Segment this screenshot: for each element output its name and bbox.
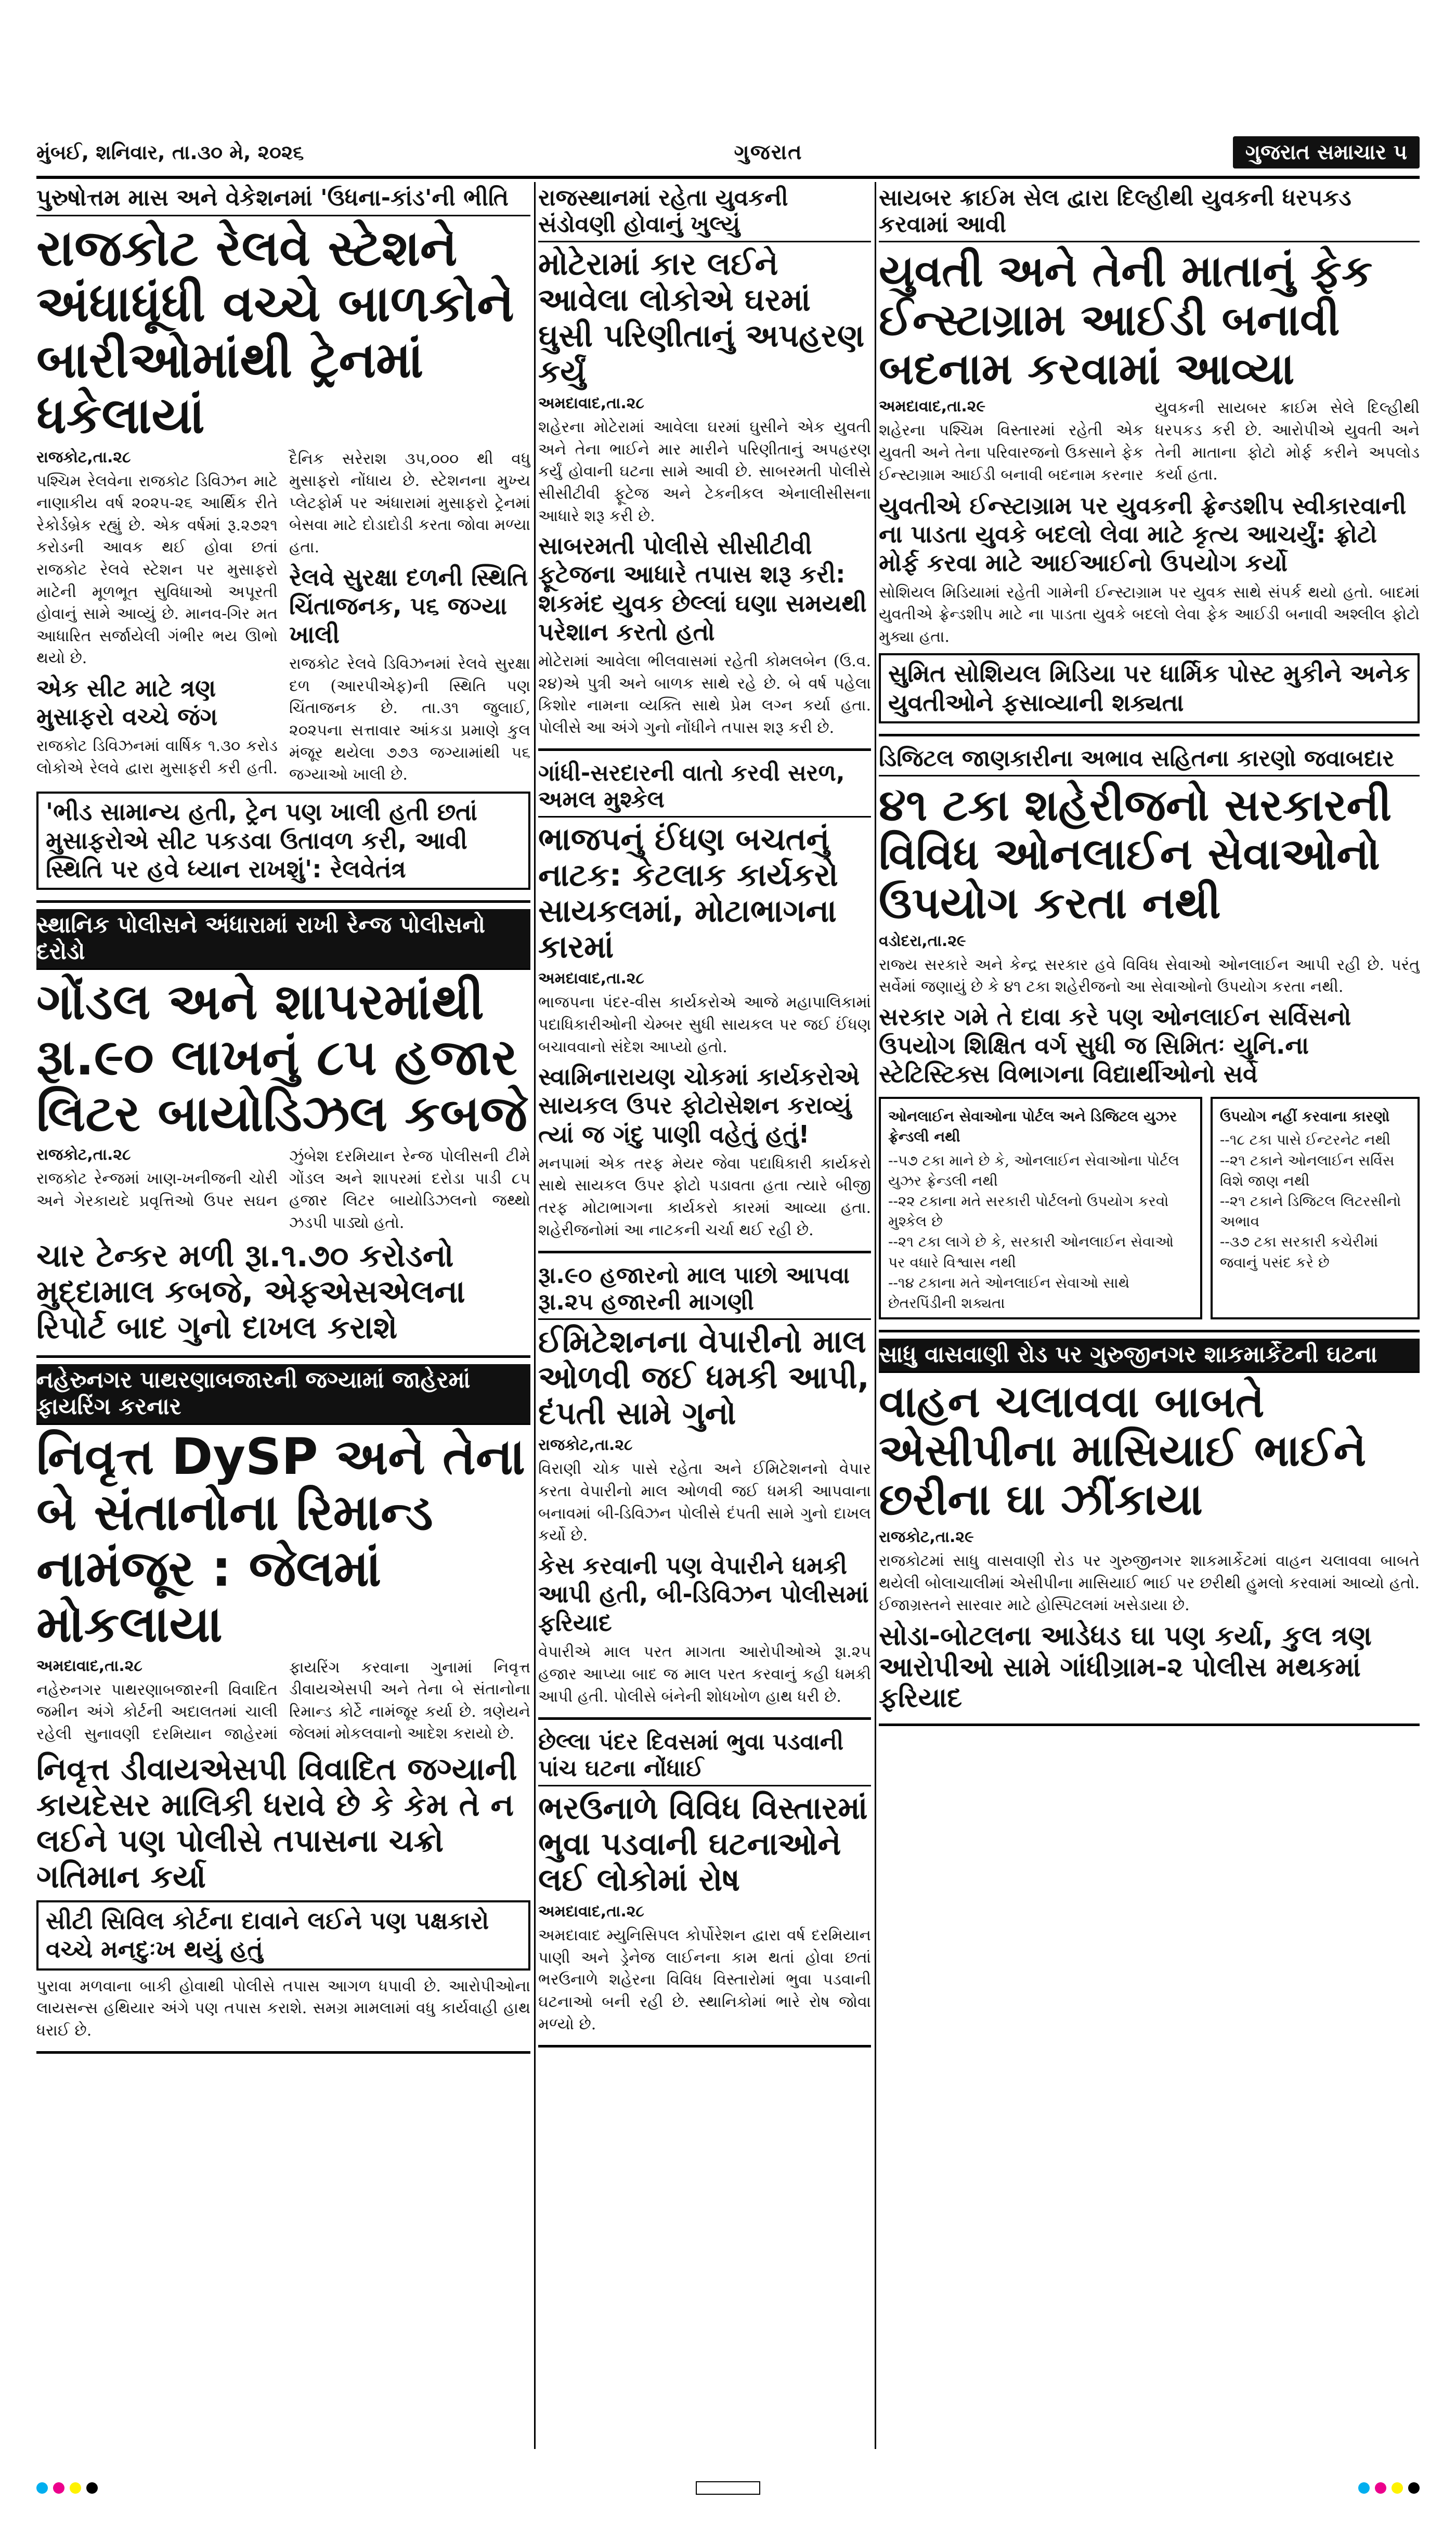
list-item: --૩૭ ટકા સરકારી કચેરીમાં જવાનું પસંદ કરે છે [1219, 1233, 1379, 1271]
story-headline: રાજકોટ રેલવે સ્ટેશને અંધાધૂંધી વચ્ચે બાળકોને બારીઓમાંથી ટ્રેનમાં ધકેલાયાં [36, 218, 514, 445]
subhead: સોડા-બોટલના આડેધડ ઘા પણ કર્યા, કુલ ત્રણ આરોપીઓ સામે ગાંધીગ્રામ-૨ પોલીસ મથકમાં ફરિયાદ [879, 1620, 1372, 1714]
story-body: રાજકોટ ડિવિઝનમાં વાર્ષિક ૧.૩૦ કરોડ લોકોએ રેલવે દ્વારા મુસાફરી કરી હતી. દૈનિક સરેરાશ ૩૫,૦૦૦ થી વધુ મુસાફરો નોંધાય છે. સ્ટેશનના મુખ્ય પ્લેટફોર્મ પર અંધારામાં મુસાફરો ટ્રેનમાં બેસવા માટે દોડાદોડી કરતા જોવા મળ્યા હતા. [36, 449, 530, 777]
story-headline: ભરઉનાળે વિવિધ વિસ્તારમાં ભુવા પડવાની ઘટનાઓને લઈ લોકોમાં રોષ [538, 1790, 868, 1899]
story-kicker: છેલ્લા પંદર દિવસમાં ભુવા પડવાની પાંચ ઘટના નોંધાઈ [538, 1726, 871, 1786]
dateline: અમદાવાદ,તા.૨૮ [538, 969, 644, 988]
story-online-services [879, 743, 1420, 1332]
section-title: ગુજરાત [734, 140, 803, 164]
story-motera-kidnap [538, 182, 871, 751]
subhead: સ્વામિનારાયણ ચોકમાં કાર્યકરોએ સાયકલ ઉપર ફોટોસેશન કરાવ્યું ત્યાં જ ગંદુ પાણી વહેતું હતું! [538, 1062, 860, 1148]
story-body: રાજકોટ રેલવે ડિવિઝનમાં રેલવે સુરક્ષા દળ (આરપીએફ)ની સ્થિતિ પણ ચિંતાજનક છે. તા.૩૧ જુલાઈ, ૨૦૨૫ના સત્તાવાર આંકડા પ્રમાણે કુલ મંજૂર થયેલા ૭૭૩ જગ્યામાંથી ૫૬ જગ્યાઓ ખાલી છે. [289, 655, 530, 784]
dateline: અમદાવાદ,તા.૨૯ [879, 397, 986, 416]
story-imitation-trader [538, 1260, 871, 1720]
column-right [879, 182, 1420, 2449]
list-item: --૧૪ ટકાના મતે ઓનલાઈન સેવાઓ સાથે છેતરપિંડીની શક્યતા [888, 1274, 1130, 1312]
dateline: રાજકોટ,તા.૨૯ [879, 1528, 974, 1546]
black-dot [86, 2482, 98, 2494]
dateline: અમદાવાદ,તા.૨૮ [36, 1656, 142, 1675]
story-kicker: પુરુષોત્તમ માસ અને વેકેશનમાં 'ઉધના-કાંડ'ની ભીતિ [36, 182, 530, 216]
subhead: યુવતીએ ઈન્સ્ટાગ્રામ પર યુવકની ફ્રેન્ડશીપ સ્વીકારવાની ના પાડતા યુવકે બદલો લેવા માટે કૃત્ય આચર્યું: ફ્રોટો મોર્ફ કરવા માટે આઈઆઈનો ઉપયોગ કર્યો [879, 491, 1407, 577]
story-body: શહેરના મોટેરામાં આવેલા ઘરમાં ઘુસીને એક યુવતી અને તેના ભાઈને માર મારીને પરિણીતાનું અપહરણ કર્યું હોવાની ઘટના સામે આવી છે. સાબરમતી પોલીસે સીસીટીવી ફૂટેજ અને ટેકનીકલ એનાલીસીસના આધારે શરૂ કરી છે. [538, 418, 871, 525]
story-headline: વાહન ચલાવવા બાબતે એસીપીના માસિયાઈ ભાઈને છરીના ઘા ઝીંકાયા [879, 1376, 1367, 1525]
subhead: રેલવે સુરક્ષા દળની સ્થિતિ ચિંતાજનક, ૫૬ જગ્યા ખાલી [289, 563, 528, 649]
story-body: પુરાવા મળવાના બાકી હોવાથી પોલીસે તપાસ આગળ ધપાવી છે. આરોપીઓના લાયસન્સ હથિયાર અંગે પણ તપાસ કરાશે. સમગ્ર મામલામાં વધુ કાર્યવાહી હાથ ધરાઈ છે. [36, 1977, 530, 2040]
issue-date: મુંબઈ, શનિવાર, તા.૩૦ મે, ૨૦૨૬ [36, 140, 304, 164]
story-headline: ગોંડલ અને શાપરમાંથી રૂા.૯૦ લાખનું ૮૫ હજાર લિટર બાયોડિઝલ કબજે [36, 972, 528, 1143]
subhead: નિવૃત્ત ડીવાયએસપી વિવાદિત જગ્યાની કાયદેસર માલિકી ધરાવે છે કે કેમ તે ન લઈને પણ પોલીસે તપાસના ચક્રો ગતિમાન કર્યા [36, 1751, 517, 1896]
list-item: --૨૧ ટકાને ડિજિટલ લિટરસીનો અભાવ [1219, 1193, 1401, 1230]
story-body: રાજ્ય સરકારે અને કેન્દ્ર સરકાર હવે વિવિધ સેવાઓ ઓનલાઈન આપી રહી છે. પરંતુ સર્વેમાં જણાયું છે કે ૪૧ ટકા શહેરીજનો આ સેવાઓનો ઉપયોગ કરતા નથી. [879, 955, 1420, 996]
subhead: કેસ કરવાની પણ વેપારીને ધમકી આપી હતી, બી-ડિવિઝન પોલીસમાં ફરિયાદ [538, 1551, 869, 1637]
survey-findings-box [879, 1097, 1202, 1319]
subhead: ચાર ટેન્કર મળી રૂા.૧.૭૦ કરોડનો મુદ્દામાલ કબજે, એફએસએલના રિપોર્ટ બાદ ગુનો દાખલ કરાશે [36, 1238, 465, 1346]
story-body: અમદાવાદ મ્યુનિસિપલ કોર્પોરેશન દ્વારા વર્ષ દરમિયાન પાણી અને ડ્રેનેજ લાઈનના કામ થતાં હોવા છતાં ભરઉનાળે શહેરના વિવિધ વિસ્તારોમાં ભુવા પડવાની ઘટનાઓ બની રહી છે. સ્થાનિકોમાં ભારે રોષ જોવા મળ્યો છે. [538, 1926, 871, 2033]
list-item: --૨૨ ટકાના મતે સરકારી પોર્ટલનો ઉપયોગ કરવો મુશ્કેલ છે [888, 1193, 1169, 1230]
info-box: સીટી સિવિલ કોર્ટના દાવાને લઈને પણ પક્ષકારો વચ્ચે મનદુઃખ થયું હતું [36, 1900, 530, 1970]
reasons-box [1211, 1097, 1420, 1319]
page-header [36, 129, 1420, 176]
story-rajkot-station [36, 182, 530, 903]
story-acp-cousin-attack [879, 1339, 1420, 1726]
story-kicker: રાજસ્થાનમાં રહેતા યુવકની સંડોવણી હોવાનું ખુલ્યું [538, 182, 871, 242]
story-kicker: સ્થાનિક પોલીસને અંધારામાં રાખી રેન્જ પોલીસનો દરોડો [36, 909, 530, 969]
yellow-dot [70, 2482, 81, 2494]
subhead: એક સીટ માટે ત્રણ મુસાફરો વચ્ચે જંગ [36, 674, 218, 731]
dateline: રાજકોટ,તા.૨૮ [538, 1436, 633, 1455]
registration-dots-right [1358, 2482, 1420, 2494]
story-body: સોશિયલ મિડિયામાં રહેતી ગામેની ઈન્સ્ટાગ્રામ પર યુવક સાથે સંપર્ક થયો હતો. બાદમાં યુવતીએ ફ્રેન્ડશીપ માટે ના પાડતા યુવકે બદલો લેવા ફેક આઈડી બનાવી અશ્લીલ ફોટો મુક્યા હતા. [879, 583, 1420, 646]
list-item: --૫૭ ટકા માને છે કે, ઓનલાઈન સેવાઓના પોર્ટલ યુઝર ફ્રેન્ડલી નથી [888, 1151, 1179, 1189]
column-divider [875, 182, 876, 2449]
story-kicker: ડિજિટલ જાણકારીના અભાવ સહિતના કારણો જવાબદાર [879, 743, 1420, 777]
story-kicker: ગાંધી-સરદારની વાતો કરવી સરળ, અમલ મુશ્કેલ [538, 757, 871, 818]
cyan-dot [36, 2482, 48, 2494]
dateline: રાજકોટ,તા.૨૮ [36, 448, 131, 466]
print-color-marks [36, 2480, 1420, 2496]
story-fake-instagram [879, 182, 1420, 736]
story-body: ભાજપના પંદર-વીસ કાર્યકરોએ આજે મહાપાલિકામાં પદાધિકારીઓની ચેમ્બર સુધી સાયકલ પર જઈ ઈંધણ બચાવવાનો સંદેશ આપ્યો હતો. [538, 993, 871, 1056]
dateline: વડોદરા,તા.૨૯ [879, 931, 966, 950]
magenta-dot [1375, 2482, 1386, 2494]
story-body: વિરાણી ચોક પાસે રહેતા અને ઈમિટેશનનો વેપાર કરતા વેપારીનો માલ ઓળવી જઈ ધમકી આપવાના બનાવમાં બી-ડિવિઝન પોલીસે દંપતી સામે ગુનો દાખલ કર્યો છે. [538, 1460, 871, 1545]
story-body: મનપામાં એક તરફ મેયર જેવા પદાધિકારી કાર્યકરો સાથે સાયકલ ઉપર ફોટો પડાવતા હતા ત્યારે બીજી તરફ મોટાભાગના કાર્યકરો કારમાં આવ્યા હતા. શહેરીજનોમાં આ નાટકની ચર્ચા થઈ રહી છે. [538, 1154, 871, 1239]
story-headline: યુવતી અને તેની માતાનું ફેક ઈન્સ્ટાગ્રામ આઈડી બનાવી બદનામ કરવામાં આવ્યા [879, 245, 1373, 395]
story-kicker: નહેરુનગર પાથરણાબજારની જગ્યામાં જાહેરમાં ફાયરિંગ કરનાર [36, 1364, 530, 1424]
column-divider [534, 182, 536, 2449]
masthead-page-number: ગુજરાત સમાચાર ૫ [1233, 136, 1420, 169]
story-kicker: સાધુ વાસવાણી રોડ પર ગુરુજીનગર શાકમાર્કેટની ઘટના [879, 1339, 1420, 1373]
story-kicker: રૂા.૯૦ હજારનો માલ પાછો આપવા રૂા.૨૫ હજારની માગણી [538, 1260, 871, 1320]
story-body: રાજકોટમાં સાધુ વાસવાણી રોડ પર ગુરુજીનગર શાકમાર્કેટમાં વાહન ચલાવવા બાબતે થયેલી બોલાચાલીમાં એસીપીના માસિયાઈ ભાઈ પર છરીથી હુમલો કરવામાં આવ્યો હતો. ઈજાગ્રસ્તને સારવાર માટે હોસ્પિટલમાં ખસેડાયા છે. [879, 1552, 1420, 1615]
story-headline: નિવૃત્ત DySP અને તેના બે સંતાનોના રિમાન્ડ નામંજૂર : જેલમાં મોકલાયા [36, 1427, 525, 1654]
quote-box: 'ભીડ સામાન્ય હતી, ટ્રેન પણ ખાલી હતી છતાં મુસાફરોએ સીટ પકડવા ઉતાવળ કરી, આવી સ્થિતિ પર હવે ધ્યાન રાખશું': રેલવેતંત્ર [36, 792, 530, 890]
subhead: સાબરમતી પોલીસે સીસીટીવી ફૂટેજના આધારે તપાસ શરૂ કરી: શકમંદ યુવક છેલ્લાં ઘણા સમયથી પરેશાન કરતો હતો [538, 532, 867, 646]
story-headline: મોટેરામાં કાર લઈને આવેલા લોકોએ ઘરમાં ઘુસી પરિણીતાનું અપહરણ કર્યું [538, 246, 865, 391]
story-headline: ઈમિટેશનના વેપારીનો માલ ઓળવી જઈ ધમકી આપી, દંપતી સામે ગુનો [538, 1324, 869, 1432]
box-title: ઉપયોગ નહીં કરવાના કારણો [1219, 1108, 1390, 1125]
story-body: મોટેરામાં આવેલા ભીલવાસમાં રહેતી કોમલબેન (ઉ.વ. ૨૪)એ પુત્રી અને બાળક સાથે રહે છે. બે વર્ષ પહેલા કિશોર નામના વ્યક્તિ સાથે પ્રેમ લગ્ન કર્યા હતા. પોલીસે આ અંગે ગુનો નોંધીને તપાસ શરૂ કરી છે. [538, 652, 871, 737]
registration-dots-left [36, 2482, 98, 2494]
list-item: --૧૮ ટકા પાસે ઈન્ટરનેટ નથી [1219, 1131, 1391, 1149]
column-middle [538, 182, 871, 2449]
dateline: અમદાવાદ,તા.૨૮ [538, 1902, 644, 1921]
column-left [36, 182, 530, 2449]
cyan-dot [1358, 2482, 1370, 2494]
yellow-dot [1392, 2482, 1403, 2494]
story-headline: ૪૧ ટકા શહેરીજનો સરકારની વિવિધ ઓનલાઈન સેવાઓનો ઉપયોગ કરતા નથી [879, 780, 1392, 929]
story-dysp [36, 1364, 530, 2054]
story-body: શહેરના પશ્ચિમ વિસ્તારમાં રહેતી એક યુવતી અને તેના પરિવારજનો ઉકસાને ફેક ઈન્સ્ટાગ્રામ આઈડી બનાવી બદનામ કરનાર યુવકની સાયબર ક્રાઈમ સેલે દિલ્હીથી ધરપકડ કરી છે. આરોપીએ યુવતી અને તેની માતાના ફોટો મોર્ફ કરીને અપલોડ કર્યા હતા. [879, 399, 1420, 484]
header-rule [36, 176, 1420, 179]
story-body: વેપારીએ માલ પરત માગતા આરોપીઓએ રૂા.૨૫ હજાર આપ્યા બાદ જ માલ પરત કરવાનું કહી ધમકી આપી હતી. પોલીસે બંનેની શોધખોળ હાથ ધરી છે. [538, 1643, 871, 1706]
story-potholes [538, 1726, 871, 2047]
story-body: રાજકોટ રેન્જમાં ખાણ-ખનીજની ચોરી અને ગેરકાયદે પ્રવૃત્તિઓ ઉપર સઘન ઝુંબેશ દરમિયાન રેન્જ પોલીસની ટીમે ગોંડલ અને શાપરમાં દરોડા પાડી ૮૫ હજાર લિટર બાયોડિઝલનો જથ્થો ઝડપી પાડ્યો હતો. [36, 1147, 530, 1232]
story-headline: ભાજપનું ઈંધણ બચતનું નાટક: કેટલાક કાર્યકરો સાયકલમાં, મોટાભાગના કારમાં [538, 821, 838, 966]
story-bjp-cycle [538, 757, 871, 1253]
magenta-dot [53, 2482, 64, 2494]
list-item: --૨૧ ટકાને ઓનલાઈન સર્વિસ વિશે જાણ નથી [1219, 1151, 1395, 1189]
story-biodiesel [36, 909, 530, 1358]
dateline: રાજકોટ,તા.૨૮ [36, 1146, 131, 1164]
story-body: પશ્ચિમ રેલવેના રાજકોટ ડિવિઝન માટે નાણાકીય વર્ષ ૨૦૨૫-૨૬ આર્થિક રીતે રેકોર્ડબ્રેક રહ્યું છે. એક વર્ષમાં રૂ.૨૭૨૧ કરોડની આવક થઈ હોવા છતાં રાજકોટ રેલવે સ્ટેશન પર મુસાફરો માટેની મૂળભૂત સુવિધાઓ અપૂરતી હોવાનું સામે આવ્યું છે. માનવ-ગિર મત આધારિત સર્જાયેલી ગંભીર ભય ઊભો થયો છે. [36, 472, 278, 668]
story-body: નહેરુનગર પાથરણાબજારની વિવાદિત જમીન અંગે કોર્ટની અદાલતમાં ચાલી રહેલી સુનાવણી દરમિયાન જાહેરમાં ફાયરિંગ કરવાના ગુનામાં નિવૃત્ત ડીવાયએસપી અને તેના બે સંતાનોના રિમાન્ડ કોર્ટે નામંજૂર કર્યા છે. ત્રણેયને જેલમાં મોકલવાનો આદેશ કરાયો છે. [36, 1658, 530, 1743]
black-dot [1408, 2482, 1420, 2494]
story-kicker: સાયબર ક્રાઈમ સેલ દ્વારા દિલ્હીથી યુવકની ધરપકડ કરવામાં આવી [879, 182, 1420, 242]
subhead: સરકાર ગમે તે દાવા કરે પણ ઓનલાઈન સર્વિસનો ઉપયોગ શિક્ષિત વર્ગ સુધી જ સિમિતઃ યુનિ.ના સ્ટેટિસ્ટિક્સ વિભાગના વિદ્યાર્થીઓનો સર્વે [879, 1002, 1351, 1088]
info-box: સુમિત સોશિયલ મિડિયા પર ધાર્મિક પોસ્ટ મુકીને અનેક યુવતીઓને ફસાવ્યાની શક્યતા [879, 653, 1420, 723]
list-item: --૨૧ ટકા લાગે છે કે, સરકારી ઓનલાઈન સેવાઓ પર વધારે વિશ્વાસ નથી [888, 1233, 1174, 1271]
dateline: અમદાવાદ,તા.૨૮ [538, 394, 644, 413]
registration-bar [696, 2481, 760, 2495]
box-title: ઓનલાઈન સેવાઓના પોર્ટલ અને ડિજિટલ યુઝર ફ્રેન્ડલી નથી [888, 1108, 1177, 1146]
